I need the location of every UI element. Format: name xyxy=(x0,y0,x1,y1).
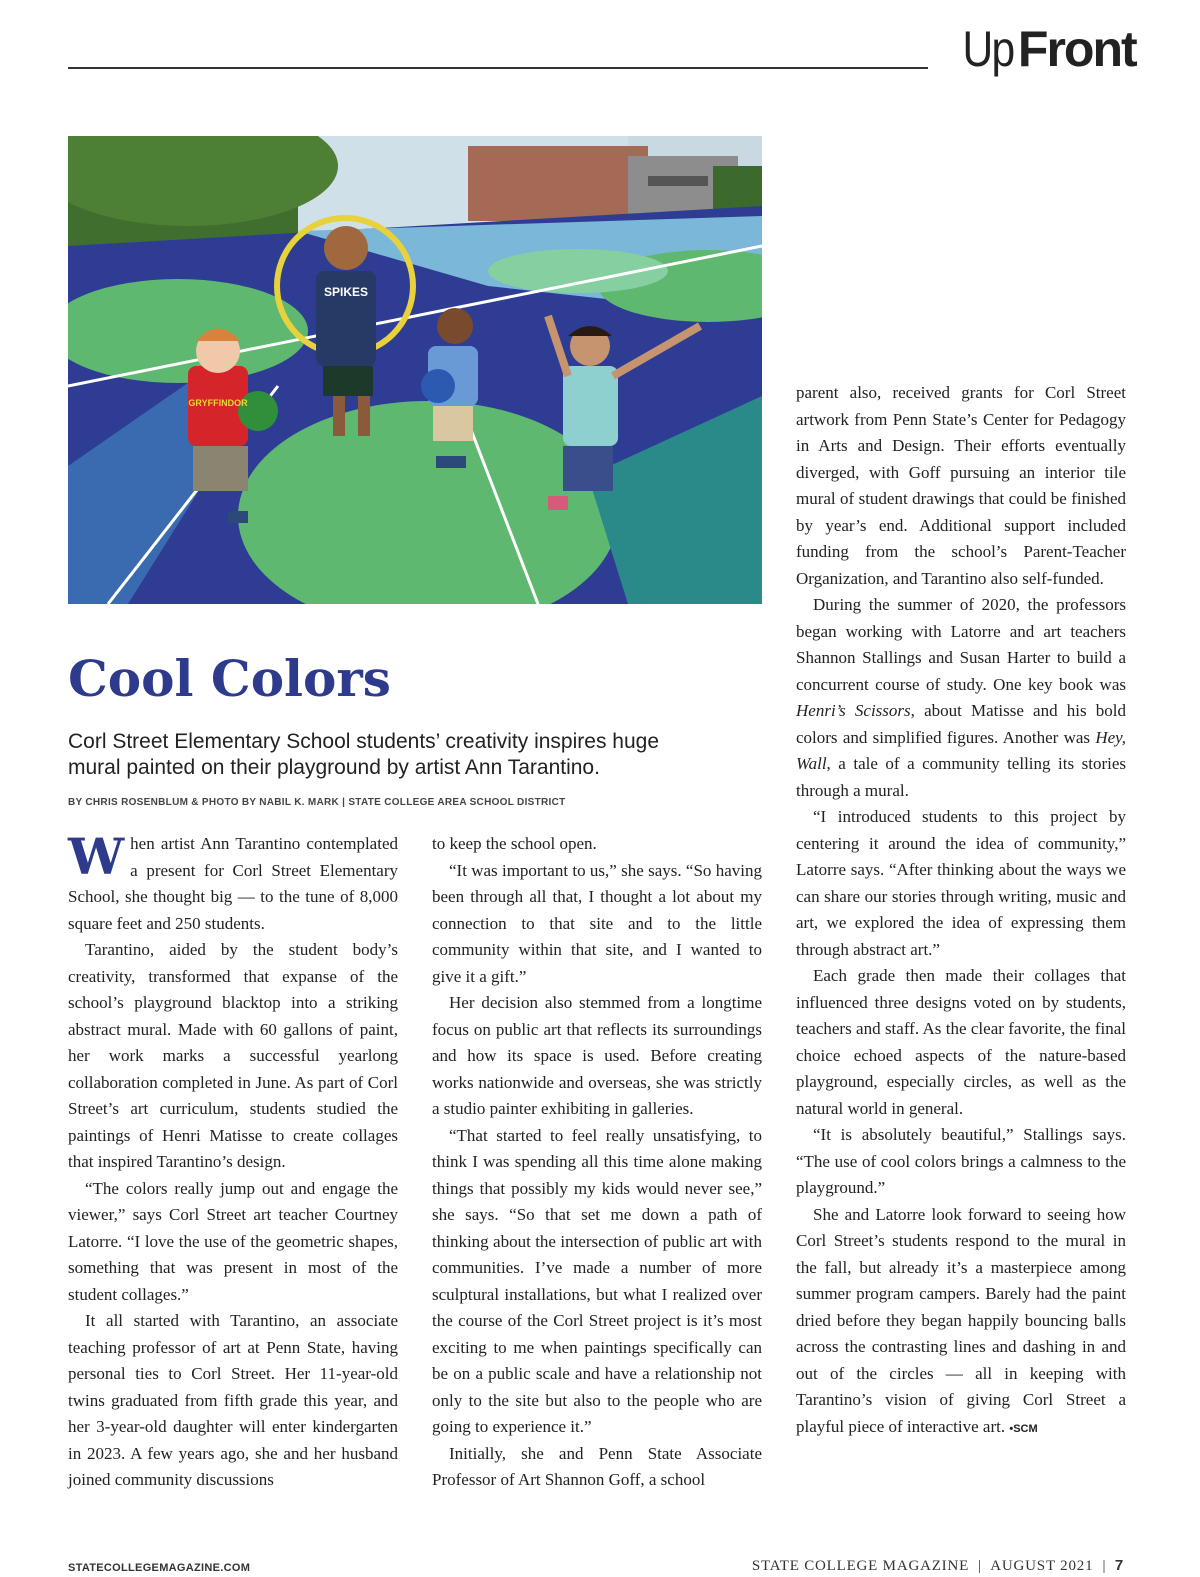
building-window xyxy=(648,176,708,186)
footer-folio: STATE COLLEGE MAGAZINE | AUGUST 2021 | 7 xyxy=(751,1557,1124,1574)
paragraph: Initially, she and Penn State Associate Professor of Art Shannon Goff, a school xyxy=(432,1443,762,1489)
paragraph: parent also, received grants for Corl Street artwork from Penn State’s Center for Pedagogy in Arts and Design. Their efforts eventually diverged, with Goff pursuing an interior tile mural of student drawings that could be finished by year’s end. Additional support included funding from the school’s Parent-Teacher Organization, and Tarantino also self-funded. xyxy=(796,383,1126,588)
article-column-2 xyxy=(432,831,762,1494)
paragraph-text: , about Matisse and his bold colors and simplified figures. Another was xyxy=(796,701,1126,747)
section-label-bold: Front xyxy=(1017,21,1136,77)
paragraph: Tarantino, aided by the student body’s creativity, transformed that expanse of the school’s playground blacktop into a striking abstract mural. Made with 60 gallons of paint, her work marks a successful yearlong collaboration completed in June. As part of Corl Street’s art curriculum, students studied the paintings of Henri Matisse to create collages that inspired Tarantino’s design. xyxy=(68,940,398,1171)
book-title: Henri’s Scissors xyxy=(796,701,911,720)
paragraph-text: , a tale of a community telling its stories through a mural. xyxy=(796,754,1126,800)
paragraph: “That started to feel really unsatisfying, to think I was spending all this time alone making things that possibly my kids would never see,” she says. “So that set me down a path of thinking about the intersection of public art with communities. I’ve made a number of more sculptural installations, but what I realized over the course of the Corl Street project is it’s most exciting to me when paintings specifically can be on a public scale and have a relationship not only to the site but also to the people who are going to experience it.” xyxy=(432,1125,762,1436)
shirt-text: GRYFFINDOR xyxy=(188,398,248,408)
header-rule xyxy=(68,67,928,69)
article-column-3 xyxy=(796,380,1126,1442)
paragraph: to keep the school open. xyxy=(432,834,597,853)
paragraph: “It was important to us,” she says. “So having been through all that, I thought a lot about my connection to that site and to the little community within that site, and I wanted to give it a gift.” xyxy=(432,860,762,986)
playground-photo xyxy=(68,136,762,604)
deck: Corl Street Elementary School students’ creativity inspires huge mural painted on their playground by artist Ann Tarantino. xyxy=(68,730,659,779)
paragraph-text: She and Latorre look forward to seeing how Corl Street’s students respond to the mural in the fall, but already it’s a masterpiece among summer program campers. Barely had the paint dried before they began happily bouncing balls across the contrasting lines and dashing in and out of the circles — all in keeping with Tarantino’s vision of giving Corl Street a playful piece of interactive art. xyxy=(796,1204,1126,1436)
paragraph: “The colors really jump out and engage the viewer,” says Corl Street art teacher Courtney Latorre. “I love the use of the geometric shapes, something that was present in most of the student collages.” xyxy=(68,1178,398,1304)
drop-cap: W xyxy=(68,827,125,886)
school-building xyxy=(468,146,648,221)
paragraph: “I introduced students to this project by centering it around the idea of community,” Latorre says. “After thinking about the ways we can share our stories through writing, music and art, we explored the idea of expressing them through abstract art.” xyxy=(796,807,1126,959)
magazine-name: STATE COLLEGE MAGAZINE xyxy=(751,1558,970,1574)
end-mark: •SCM xyxy=(1009,1422,1038,1435)
paragraph-text: During the summer of 2020, the professors began working with Latorre and art teachers Shannon Stallings and Susan Harter to build a concurrent course of study. One key book was xyxy=(796,595,1126,694)
paragraph: “It is absolutely beautiful,” Stallings says. “The use of cool colors brings a calmness to the playground.” xyxy=(796,1125,1126,1197)
article-photo xyxy=(68,136,762,604)
page-number: 7 xyxy=(1114,1557,1124,1574)
headline: Cool Colors xyxy=(68,649,391,708)
paragraph xyxy=(796,1202,1126,1443)
footer-website: STATECOLLEGEMAGAZINE.COM xyxy=(68,1562,251,1574)
section-label-light: Up xyxy=(962,21,1014,77)
book-title: Hey, Wall xyxy=(796,727,1126,773)
paragraph xyxy=(68,827,398,937)
paragraph xyxy=(796,592,1126,804)
paragraph: It all started with Tarantino, an associate teaching professor of art at Penn State, having personal ties to Corl Street. Her 11-year-old twins graduated from fifth grade this year, and her 3-year-old daughter will enter kindergarten in 2023. A few years ago, she and her husband joined community discussions xyxy=(68,1311,398,1489)
byline: BY CHRIS ROSENBLUM & PHOTO BY NABIL K. MARK | STATE COLLEGE AREA SCHOOL DISTRICT xyxy=(68,797,566,808)
section-label xyxy=(958,18,1136,80)
paragraph: Her decision also stemmed from a longtime focus on public art that reflects its surroundings and how its space is used. Before creating works nationwide and overseas, she was strictly a studio painter exhibiting in galleries. xyxy=(432,993,762,1118)
issue-date: AUGUST 2021 xyxy=(990,1558,1094,1574)
paragraph-text: hen artist Ann Tarantino contemplated a present for Corl Street Elementary School, she thought big — to the tune of 8,000 square feet and 250 students. xyxy=(68,834,398,933)
paragraph: Each grade then made their collages that influenced three designs voted on by students, teachers and staff. As the clear favorite, the final choice echoed aspects of the nature-based playground, especially circles, as well as the natural world in general. xyxy=(796,966,1126,1118)
jersey-text: SPIKES xyxy=(323,285,369,299)
article-column-1 xyxy=(68,827,398,1494)
